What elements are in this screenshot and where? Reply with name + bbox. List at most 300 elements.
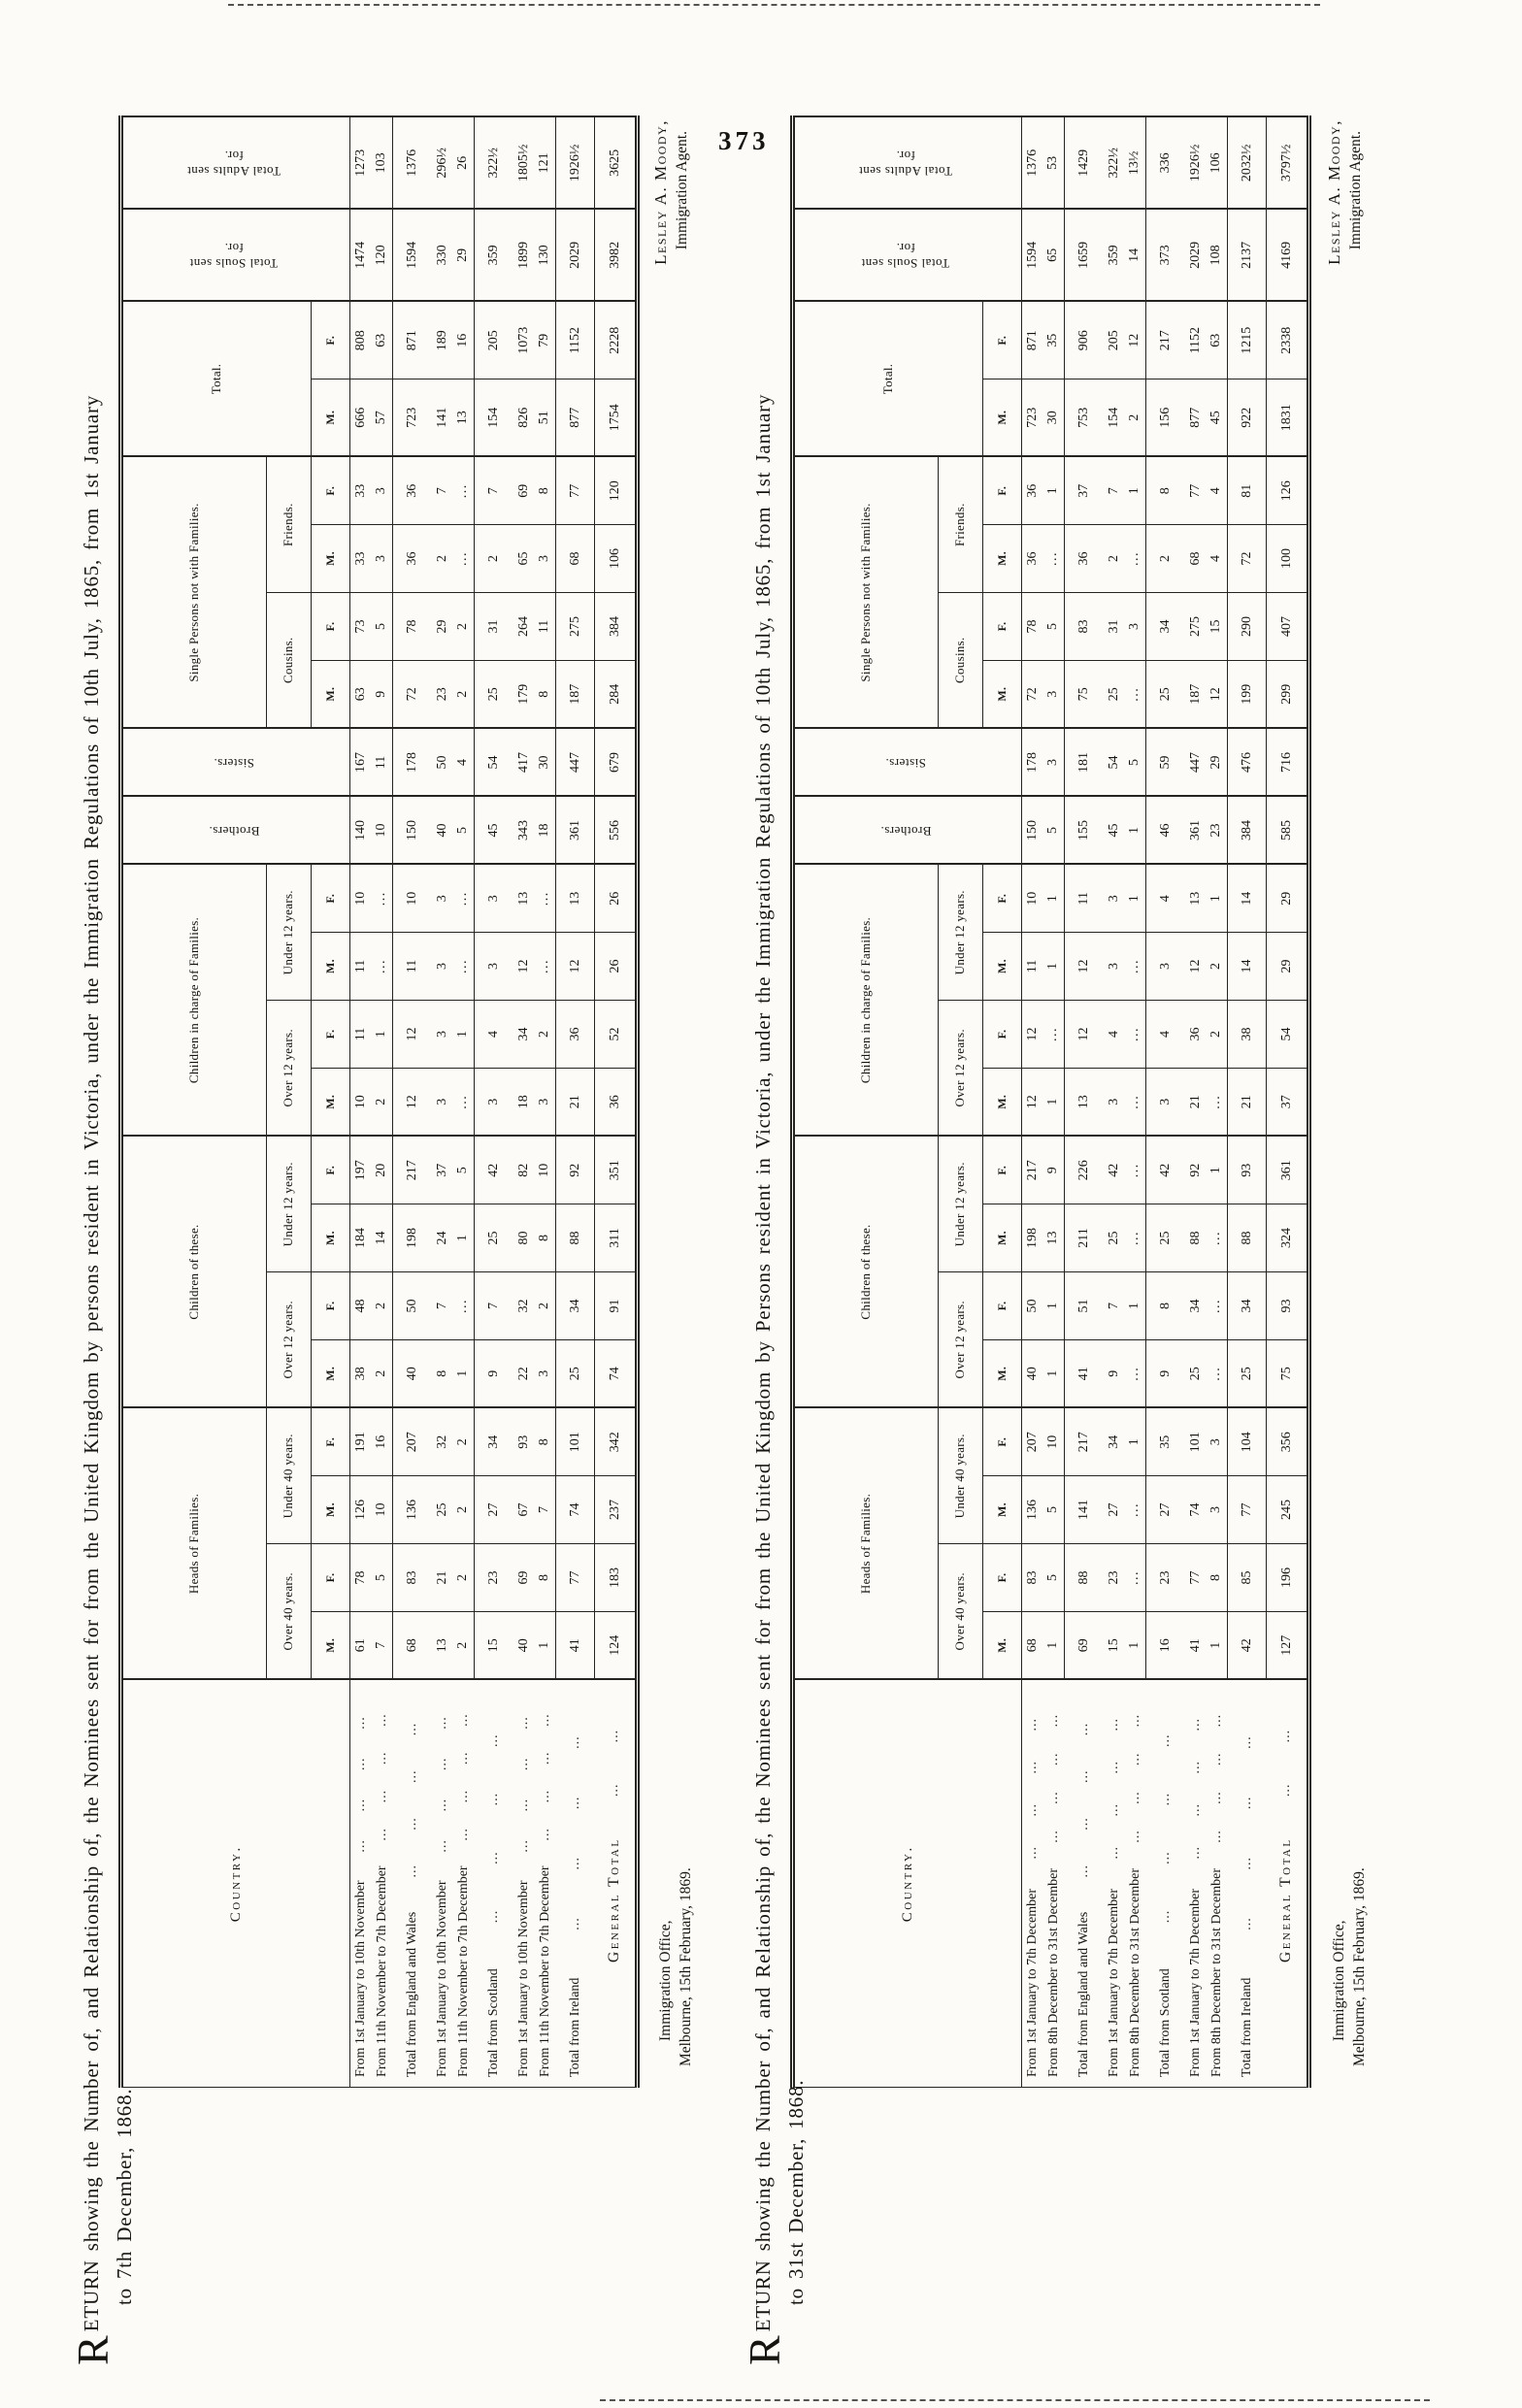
value-cell: 20 bbox=[372, 1137, 393, 1204]
value-cell: 3625 bbox=[595, 116, 638, 209]
value-cell: 36 bbox=[595, 1069, 638, 1137]
value-cell: 8 bbox=[535, 1544, 556, 1612]
value-cell: 63 bbox=[372, 301, 393, 379]
row-label-cell: From 1st January to 10th November ... ... ... ... bbox=[513, 1680, 535, 2088]
value-cell: 290 bbox=[1228, 592, 1267, 660]
male-column-header: M. bbox=[983, 1069, 1022, 1137]
value-cell: 2 bbox=[453, 660, 475, 728]
dot-leaders: ... ... ... ... bbox=[352, 1716, 368, 1853]
table-row bbox=[475, 116, 513, 2087]
value-cell: 92 bbox=[556, 1137, 595, 1204]
value-cell: 25 bbox=[1146, 660, 1185, 728]
female-column-header: F. bbox=[983, 1408, 1022, 1476]
value-cell: 156 bbox=[1146, 379, 1185, 456]
value-cell: ... bbox=[453, 524, 475, 592]
value-cell: ... bbox=[1125, 1137, 1146, 1204]
value-cell: 36 bbox=[556, 1001, 595, 1069]
value-cell: 205 bbox=[1104, 301, 1125, 379]
value-cell: 322½ bbox=[1104, 116, 1125, 209]
value-cell: 2137 bbox=[1228, 209, 1267, 301]
value-cell: 2 bbox=[453, 1408, 475, 1476]
value-cell: 77 bbox=[556, 456, 595, 524]
male-column-header: M. bbox=[983, 933, 1022, 1001]
value-cell: 37 bbox=[432, 1137, 453, 1204]
value-cell: 13½ bbox=[1125, 116, 1146, 209]
value-cell: 8 bbox=[1146, 1272, 1185, 1340]
value-cell: 198 bbox=[1022, 1204, 1043, 1272]
value-cell: 141 bbox=[432, 379, 453, 456]
value-cell: 1831 bbox=[1267, 379, 1309, 456]
group-header-total: Total. bbox=[793, 301, 983, 456]
table-row bbox=[1104, 116, 1125, 2087]
value-cell: 2 bbox=[453, 592, 475, 660]
value-cell: ... bbox=[1125, 660, 1146, 728]
male-column-header: M. bbox=[312, 933, 350, 1001]
dot-leaders: ... ... ... ... bbox=[1106, 1718, 1121, 1860]
value-cell: 74 bbox=[595, 1340, 638, 1408]
value-cell: 4169 bbox=[1267, 209, 1309, 301]
value-cell: 150 bbox=[1022, 796, 1043, 864]
male-column-header: M. bbox=[312, 1204, 350, 1272]
dot-leaders: ... ... ... ... bbox=[404, 1722, 419, 1878]
table-row bbox=[1228, 116, 1267, 2087]
row-label-cell: From 11th November to 7th December ... ... ... ... bbox=[453, 1680, 475, 2088]
value-cell: 2029 bbox=[556, 209, 595, 301]
value-cell: 178 bbox=[393, 728, 432, 796]
value-cell: 75 bbox=[1065, 660, 1104, 728]
value-cell: 42 bbox=[1104, 1137, 1125, 1204]
value-cell: 72 bbox=[1228, 524, 1267, 592]
value-cell: 1429 bbox=[1065, 116, 1104, 209]
value-cell: 4 bbox=[1207, 524, 1228, 592]
value-cell: 106 bbox=[1207, 116, 1228, 209]
dot-leaders: ... ... ... ... bbox=[1239, 1735, 1254, 1930]
dot-leaders: ... ... ... ... bbox=[1045, 1713, 1061, 1843]
total-adults-column-header bbox=[121, 116, 350, 209]
value-cell: ... bbox=[1125, 1340, 1146, 1408]
value-cell: 65 bbox=[513, 524, 535, 592]
dot-leaders: ... ... ... ... bbox=[1208, 1713, 1224, 1843]
value-cell: 9 bbox=[475, 1340, 513, 1408]
value-cell: 29 bbox=[1207, 728, 1228, 796]
value-cell: 24 bbox=[432, 1204, 453, 1272]
value-cell: 2 bbox=[372, 1272, 393, 1340]
value-cell: ... bbox=[1043, 524, 1065, 592]
value-cell: 9 bbox=[1104, 1340, 1125, 1408]
value-cell: 59 bbox=[1146, 728, 1185, 796]
total-souls-column-header bbox=[121, 209, 350, 301]
value-cell: 3 bbox=[1104, 864, 1125, 932]
value-cell: 3 bbox=[1043, 728, 1065, 796]
value-cell: 1273 bbox=[350, 116, 372, 209]
value-cell: 10 bbox=[1022, 864, 1043, 932]
value-cell: ... bbox=[1125, 1204, 1146, 1272]
table-row bbox=[1043, 116, 1065, 2087]
female-column-header: F. bbox=[312, 456, 350, 524]
value-cell: 3 bbox=[475, 864, 513, 932]
value-cell: 45 bbox=[1207, 379, 1228, 456]
female-column-header: F. bbox=[983, 592, 1022, 660]
value-cell: 556 bbox=[595, 796, 638, 864]
value-cell: 753 bbox=[1065, 379, 1104, 456]
value-cell: 93 bbox=[1228, 1137, 1267, 1204]
value-cell: 36 bbox=[1022, 524, 1043, 592]
value-cell: 68 bbox=[1022, 1612, 1043, 1680]
value-cell: 36 bbox=[393, 524, 432, 592]
value-cell: 1 bbox=[1043, 864, 1065, 932]
value-cell: 3797½ bbox=[1267, 116, 1309, 209]
subgroup-header: Over 12 years. bbox=[939, 1001, 983, 1137]
male-column-header: M. bbox=[983, 1612, 1022, 1680]
value-cell: 11 bbox=[1065, 864, 1104, 932]
value-cell: 197 bbox=[350, 1137, 372, 1204]
value-cell: 75 bbox=[1267, 1340, 1309, 1408]
value-cell: 1 bbox=[453, 1204, 475, 1272]
value-cell: ... bbox=[535, 864, 556, 932]
male-column-header: M. bbox=[312, 1612, 350, 1680]
value-cell: 23 bbox=[475, 1544, 513, 1612]
value-cell: 13 bbox=[1185, 864, 1207, 932]
male-column-header: M. bbox=[312, 524, 350, 592]
row-label-cell: From 1st January to 10th November ... ... ... ... bbox=[432, 1680, 453, 2088]
value-cell: 53 bbox=[1043, 116, 1065, 209]
value-cell: 181 bbox=[1065, 728, 1104, 796]
subgroup-header: Over 12 years. bbox=[939, 1272, 983, 1408]
office-line-2: Melbourne, 15th February, 1869. bbox=[677, 1867, 694, 2066]
value-cell: 12 bbox=[1185, 933, 1207, 1001]
value-cell: 877 bbox=[1185, 379, 1207, 456]
value-cell: 34 bbox=[1228, 1272, 1267, 1340]
value-cell: 23 bbox=[1104, 1544, 1125, 1612]
value-cell: 29 bbox=[432, 592, 453, 660]
value-cell: 12 bbox=[1065, 933, 1104, 1001]
value-cell: 12 bbox=[556, 933, 595, 1001]
value-cell: 127 bbox=[1267, 1612, 1309, 1680]
value-cell: 14 bbox=[1228, 933, 1267, 1001]
value-cell: 77 bbox=[1185, 1544, 1207, 1612]
value-cell: 2 bbox=[1207, 933, 1228, 1001]
group-header-total: Total. bbox=[121, 301, 312, 456]
table-row bbox=[1065, 116, 1104, 2087]
value-cell: 3 bbox=[432, 933, 453, 1001]
dot-leaders: ... ... bbox=[607, 1729, 622, 1798]
value-cell: 77 bbox=[1185, 456, 1207, 524]
value-cell: 69 bbox=[1065, 1612, 1104, 1680]
value-cell: ... bbox=[1207, 1340, 1228, 1408]
female-column-header: F. bbox=[312, 1408, 350, 1476]
value-cell: 1926½ bbox=[1185, 116, 1207, 209]
row-label-cell: From 11th November to 7th December ... ... ... ... bbox=[372, 1680, 393, 2088]
value-cell: 16 bbox=[1146, 1612, 1185, 1680]
value-cell: 18 bbox=[535, 796, 556, 864]
value-cell: 74 bbox=[1185, 1476, 1207, 1544]
value-cell: 8 bbox=[535, 456, 556, 524]
value-cell: 1 bbox=[372, 1001, 393, 1069]
value-cell: 8 bbox=[1146, 456, 1185, 524]
value-cell: 324 bbox=[1267, 1204, 1309, 1272]
female-column-header: F. bbox=[983, 1272, 1022, 1340]
value-cell: 3 bbox=[475, 933, 513, 1001]
value-cell: 5 bbox=[1043, 1544, 1065, 1612]
value-cell: 906 bbox=[1065, 301, 1104, 379]
subgroup-header: Under 12 years. bbox=[267, 1137, 312, 1272]
value-cell: 330 bbox=[432, 209, 453, 301]
value-cell: 21 bbox=[556, 1069, 595, 1137]
dot-leaders: ... ... ... ... bbox=[567, 1735, 582, 1930]
value-cell: 78 bbox=[350, 1544, 372, 1612]
value-cell: 826 bbox=[513, 379, 535, 456]
value-cell: 10 bbox=[350, 864, 372, 932]
value-cell: 217 bbox=[1065, 1408, 1104, 1476]
return-table-2-wrap bbox=[790, 115, 1311, 2088]
sisters-column-header-label: Sisters. bbox=[214, 755, 255, 771]
value-cell: 32 bbox=[513, 1272, 535, 1340]
value-cell: 41 bbox=[556, 1612, 595, 1680]
value-cell: 2 bbox=[1146, 524, 1185, 592]
subgroup-header: Cousins. bbox=[267, 592, 312, 728]
value-cell: 299 bbox=[1267, 660, 1309, 728]
male-column-header: M. bbox=[983, 660, 1022, 728]
dot-leaders: ... ... ... ... bbox=[485, 1733, 501, 1924]
value-cell: 2338 bbox=[1267, 301, 1309, 379]
value-cell: 2 bbox=[432, 524, 453, 592]
value-cell: 50 bbox=[1022, 1272, 1043, 1340]
value-cell: 54 bbox=[1267, 1001, 1309, 1069]
value-cell: 1 bbox=[1043, 1069, 1065, 1137]
value-cell: 12 bbox=[393, 1001, 432, 1069]
row-label-cell: Total from Ireland ... ... ... ... bbox=[1228, 1680, 1267, 2088]
value-cell: 2 bbox=[372, 1340, 393, 1408]
value-cell: 1594 bbox=[393, 209, 432, 301]
value-cell: ... bbox=[453, 1272, 475, 1340]
value-cell: 1474 bbox=[350, 209, 372, 301]
value-cell: ... bbox=[1125, 524, 1146, 592]
value-cell: 3 bbox=[1146, 1069, 1185, 1137]
value-cell: 78 bbox=[1022, 592, 1043, 660]
value-cell: ... bbox=[1125, 1476, 1146, 1544]
value-cell: 9 bbox=[1146, 1340, 1185, 1408]
value-cell: 9 bbox=[1043, 1137, 1065, 1204]
value-cell: 187 bbox=[556, 660, 595, 728]
value-cell: 72 bbox=[393, 660, 432, 728]
brothers-column-header-label: Brothers. bbox=[879, 823, 932, 839]
value-cell: 5 bbox=[453, 1137, 475, 1204]
value-cell: 106 bbox=[595, 524, 638, 592]
table-row bbox=[1146, 116, 1185, 2087]
brothers-column-header-label: Brothers. bbox=[208, 823, 260, 839]
table-row bbox=[595, 116, 638, 2087]
value-cell: 40 bbox=[513, 1612, 535, 1680]
table-row bbox=[453, 116, 475, 2087]
value-cell: 1926½ bbox=[556, 116, 595, 209]
subgroup-header: Over 12 years. bbox=[267, 1272, 312, 1408]
value-cell: 154 bbox=[475, 379, 513, 456]
dot-leaders: ... ... ... ... bbox=[537, 1713, 552, 1841]
dot-leaders: ... ... ... ... bbox=[434, 1716, 449, 1853]
value-cell: 37 bbox=[1065, 456, 1104, 524]
female-column-header: F. bbox=[983, 1001, 1022, 1069]
value-cell: 217 bbox=[1146, 301, 1185, 379]
row-label-cell: From 11th November to 7th December ... ... ... ... bbox=[535, 1680, 556, 2088]
value-cell: 104 bbox=[1228, 1408, 1267, 1476]
value-cell: 2228 bbox=[595, 301, 638, 379]
value-cell: 4 bbox=[1146, 1001, 1185, 1069]
value-cell: 16 bbox=[453, 301, 475, 379]
value-cell: 178 bbox=[1022, 728, 1043, 796]
value-cell: 7 bbox=[432, 456, 453, 524]
value-cell: 1152 bbox=[556, 301, 595, 379]
value-cell: 284 bbox=[595, 660, 638, 728]
subgroup-header: Under 12 years. bbox=[939, 864, 983, 1000]
value-cell: 351 bbox=[595, 1137, 638, 1204]
table-row bbox=[556, 116, 595, 2087]
value-cell: 679 bbox=[595, 728, 638, 796]
subgroup-header: Under 12 years. bbox=[267, 864, 312, 1000]
value-cell: 275 bbox=[556, 592, 595, 660]
value-cell: 101 bbox=[556, 1408, 595, 1476]
value-cell: ... bbox=[372, 933, 393, 1001]
value-cell: 15 bbox=[1207, 592, 1228, 660]
value-cell: 179 bbox=[513, 660, 535, 728]
value-cell: 155 bbox=[1065, 796, 1104, 864]
value-cell: 32 bbox=[432, 1408, 453, 1476]
female-column-header: F. bbox=[312, 301, 350, 379]
value-cell: 666 bbox=[350, 379, 372, 456]
value-cell: 191 bbox=[350, 1408, 372, 1476]
row-label-cell: From 8th December to 31st December ... ... ... ... bbox=[1207, 1680, 1228, 2088]
subgroup-header: Over 12 years. bbox=[267, 1001, 312, 1137]
value-cell: 36 bbox=[1022, 456, 1043, 524]
signature-name: Lesley A. Moody, bbox=[1325, 119, 1343, 265]
value-cell: 88 bbox=[1228, 1204, 1267, 1272]
value-cell: ... bbox=[453, 864, 475, 932]
value-cell: 85 bbox=[1228, 1544, 1267, 1612]
value-cell: 26 bbox=[595, 933, 638, 1001]
signature-name: Lesley A. Moody, bbox=[651, 119, 670, 265]
value-cell: 2 bbox=[1207, 1001, 1228, 1069]
value-cell: ... bbox=[1207, 1272, 1228, 1340]
value-cell: 41 bbox=[1065, 1340, 1104, 1408]
value-cell: 29 bbox=[453, 209, 475, 301]
office-note-2 bbox=[1330, 1867, 1371, 2066]
value-cell: 50 bbox=[393, 1272, 432, 1340]
value-cell: 2032½ bbox=[1228, 116, 1267, 209]
value-cell: 54 bbox=[475, 728, 513, 796]
value-cell: 196 bbox=[1267, 1544, 1309, 1612]
value-cell: 296½ bbox=[432, 116, 453, 209]
country-column-header: Country. bbox=[793, 1680, 1022, 2088]
value-cell: 12 bbox=[1125, 301, 1146, 379]
value-cell: 1 bbox=[1043, 1340, 1065, 1408]
table-row bbox=[1207, 116, 1228, 2087]
value-cell: 74 bbox=[556, 1476, 595, 1544]
value-cell: 68 bbox=[1185, 524, 1207, 592]
value-cell: 877 bbox=[556, 379, 595, 456]
subgroup-header: Over 40 years. bbox=[939, 1544, 983, 1680]
male-column-header: M. bbox=[312, 660, 350, 728]
page-number: 373 bbox=[718, 126, 770, 155]
title-text: ETURN showing the Number of, and Relationship of, the Nominees sent for from the United Kingdom by Persons resident in Victoria, under the Immigration Regulations of 10th July, 1865, from 1st January bbox=[751, 393, 775, 2332]
value-cell: 48 bbox=[350, 1272, 372, 1340]
value-cell: 31 bbox=[475, 592, 513, 660]
sisters-column-header bbox=[121, 728, 350, 796]
value-cell: 14 bbox=[1228, 864, 1267, 932]
value-cell: 57 bbox=[372, 379, 393, 456]
value-cell: 18 bbox=[513, 1069, 535, 1137]
value-cell: 361 bbox=[1267, 1137, 1309, 1204]
value-cell: 83 bbox=[1022, 1544, 1043, 1612]
value-cell: 45 bbox=[475, 796, 513, 864]
value-cell: 8 bbox=[535, 660, 556, 728]
value-cell: 1594 bbox=[1022, 209, 1043, 301]
value-cell: 150 bbox=[393, 796, 432, 864]
value-cell: 183 bbox=[595, 1544, 638, 1612]
value-cell: 187 bbox=[1185, 660, 1207, 728]
value-cell: 36 bbox=[1065, 524, 1104, 592]
country-column-header: Country. bbox=[121, 1680, 350, 2088]
value-cell: 68 bbox=[556, 524, 595, 592]
group-header-children_in_charge: Children in charge of Families. bbox=[121, 864, 267, 1136]
value-cell: 33 bbox=[350, 456, 372, 524]
value-cell: 5 bbox=[1043, 1476, 1065, 1544]
value-cell: 3 bbox=[432, 1069, 453, 1137]
value-cell: 40 bbox=[432, 796, 453, 864]
table-row bbox=[1267, 116, 1309, 2087]
group-header-single-persons: Single Persons not with Families. bbox=[121, 456, 267, 728]
value-cell: 136 bbox=[393, 1476, 432, 1544]
value-cell: 108 bbox=[1207, 209, 1228, 301]
group-header-children_of_these: Children of these. bbox=[121, 1137, 267, 1408]
brothers-column-header bbox=[793, 796, 1022, 864]
value-cell: 4 bbox=[1146, 864, 1185, 932]
male-column-header: M. bbox=[983, 1204, 1022, 1272]
value-cell: 10 bbox=[393, 864, 432, 932]
value-cell: 83 bbox=[393, 1544, 432, 1612]
value-cell: 69 bbox=[513, 1544, 535, 1612]
value-cell: 30 bbox=[1043, 379, 1065, 456]
value-cell: 1 bbox=[1043, 456, 1065, 524]
value-cell: 25 bbox=[475, 660, 513, 728]
value-cell: 3982 bbox=[595, 209, 638, 301]
value-cell: 36 bbox=[1185, 1001, 1207, 1069]
value-cell: 2 bbox=[475, 524, 513, 592]
office-note-1 bbox=[656, 1867, 697, 2066]
female-column-header: F. bbox=[312, 1137, 350, 1204]
signature-role: Immigration Agent. bbox=[673, 131, 690, 250]
sisters-column-header bbox=[793, 728, 1022, 796]
value-cell: 100 bbox=[1267, 524, 1309, 592]
value-cell: 140 bbox=[350, 796, 372, 864]
value-cell: 52 bbox=[595, 1001, 638, 1069]
value-cell: 27 bbox=[1104, 1476, 1125, 1544]
table-row bbox=[393, 116, 432, 2087]
value-cell: 1659 bbox=[1065, 209, 1104, 301]
value-cell: 7 bbox=[372, 1612, 393, 1680]
dot-leaders: ... ... ... ... bbox=[1075, 1722, 1091, 1878]
male-column-header: M. bbox=[983, 1476, 1022, 1544]
value-cell: 871 bbox=[1022, 301, 1043, 379]
row-label-cell: From 8th December to 31st December ... ... ... ... bbox=[1043, 1680, 1065, 2088]
value-cell: 3 bbox=[535, 524, 556, 592]
value-cell: 11 bbox=[372, 728, 393, 796]
value-cell: 22 bbox=[513, 1340, 535, 1408]
value-cell: 1 bbox=[1207, 1137, 1228, 1204]
dot-leaders: ... ... ... ... bbox=[515, 1716, 531, 1853]
value-cell: 35 bbox=[1146, 1408, 1185, 1476]
value-cell: 1 bbox=[453, 1340, 475, 1408]
value-cell: 1 bbox=[1043, 1612, 1065, 1680]
total-souls-column-header-label: Total Souls sent for. bbox=[861, 240, 950, 272]
